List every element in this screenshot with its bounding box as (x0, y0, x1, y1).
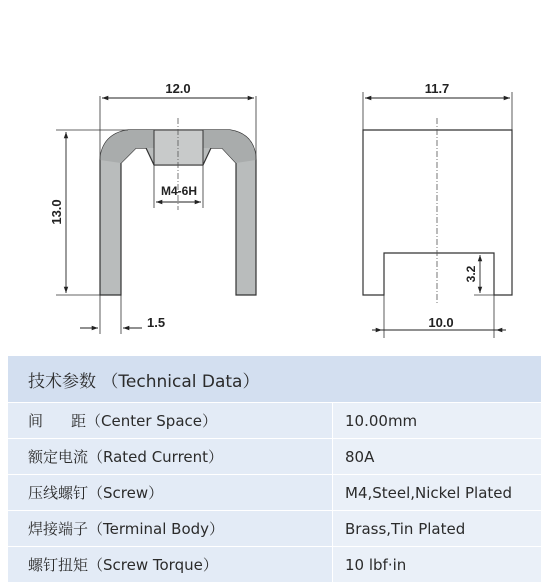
spec-label-cn: 焊接端子 (28, 520, 89, 538)
leg-label: 1.5 (147, 315, 166, 330)
spec-value: 10.00mm (333, 403, 542, 439)
spec-label-cn: 螺钉扭矩 (28, 556, 89, 574)
table-row (8, 475, 541, 511)
spec-value: M4,Steel,Nickel Plated (333, 475, 542, 511)
slot-height-label: 3.2 (464, 265, 478, 283)
spec-label-en: （Screw） (88, 484, 164, 502)
spec-label-en: （Terminal Body） (88, 520, 225, 538)
spec-label-cn: 间 (28, 412, 44, 430)
spec-value: 80A (333, 439, 542, 475)
spec-label-en: （Rated Current） (88, 448, 224, 466)
side-part-body (363, 130, 512, 295)
table-row (8, 403, 541, 439)
spec-label-cn: 压线螺钉 (28, 484, 89, 502)
table-row (8, 439, 541, 475)
table-row (8, 511, 541, 547)
thread-label: M4-6H (160, 184, 198, 198)
spec-label-en: （Screw Torque） (88, 556, 218, 574)
spec-table-header (8, 356, 541, 403)
spec-label (8, 511, 333, 547)
spec-label-cn: 距 (71, 412, 87, 430)
spec-label (8, 403, 333, 439)
table-row (8, 547, 541, 583)
spec-label (8, 439, 333, 475)
spec-value: Brass,Tin Plated (333, 511, 542, 547)
side-bottom-label: 10.0 (428, 315, 454, 330)
front-height-label: 13.0 (49, 199, 64, 225)
side-width-label: 11.7 (424, 81, 450, 96)
side-view (363, 81, 512, 338)
spec-table (8, 356, 541, 582)
spec-value: 10 lbf·in (333, 547, 542, 583)
spec-label (8, 475, 333, 511)
spec-title: 技术参数 （Technical Data） (8, 356, 541, 403)
front-width-label: 12.0 (165, 81, 191, 96)
spec-label (8, 547, 333, 583)
spec-label-cn: 额定电流 (28, 448, 89, 466)
front-nut-boss (154, 130, 203, 165)
spec-label-en: （Center Space） (86, 412, 217, 430)
front-view (49, 81, 256, 334)
